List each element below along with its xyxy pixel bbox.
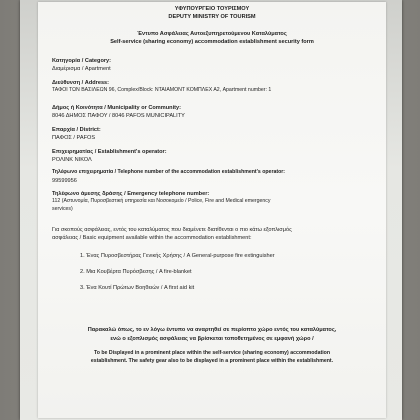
municipality-value: 8046 ΔΗΜΟΣ ΠΑΦΟΥ / 8046 PAFOS MUNICIPALITY [52, 113, 185, 119]
equipment-item-fire-blanket: 2. Μια Κουβέρτα Πυρόσβεσης / A fire-blanket [80, 269, 192, 275]
address-label: Διεύθυνση / Address: [52, 80, 110, 86]
operator-phone-value: 99599956 [52, 178, 77, 184]
ministry-name-greek: ΥΦΥΠΟΥΡΓΕΙΟ ΤΟΥΡΙΣΜΟΥ [174, 6, 250, 12]
footer-english-line-1: To be Displayed in a prominent place within the self-service (sharing economy) accommodation [94, 350, 330, 356]
equipment-intro-line-2: ασφάλειας / Basic equipment available within the accommodation establishment: [52, 235, 252, 241]
address-value: ΤΑΦΟΙ ΤΩΝ ΒΑΣΙΛΕΩΝ 96, Complex/Block: ΝΤΑΙΑΜΟΝΤ ΚΟΜΠΛΕΧ Α2, Apartment number: 1 [52, 87, 272, 93]
footer-greek-line-2: ενώ ο εξοπλισμός ασφάλειας να βρίσκεται τοποθετημένος σε εμφανή χώρο / [110, 336, 314, 342]
operator-phone-label: Τηλέφωνο επιχειρηματία / Telephone number of the accommodation establishment's operator: [52, 169, 285, 175]
emergency-phone-value-continued: services) [52, 206, 73, 212]
category-label: Κατηγορία / Category: [52, 58, 112, 64]
municipality-label: Δήμος ή Κοινότητα / Municipality or Community: [52, 105, 181, 111]
operator-label: Επιχειρηματίας / Establishment's operator: [52, 149, 167, 155]
district-value: ΠΑΦΟΣ / PAFOS [52, 135, 96, 141]
equipment-item-fire-extinguisher: 1. Ένας Πυροσβεστήρας Γενικής Χρήσης / A General-purpose fire extinguisher [80, 253, 275, 259]
form-title-english: Self-service (sharing economy) accommodation establishment security form [110, 39, 314, 45]
ministry-name-english: DEPUTY MINISTRY OF TOURISM [168, 14, 256, 20]
security-form-document [38, 2, 386, 418]
emergency-phone-label: Τηλέφωνο άμεσης δράσης / Emergency telephone number: [52, 191, 210, 197]
district-label: Επαρχία / District: [52, 127, 101, 133]
form-title-greek: Έντυπο Ασφάλειας Αυτοεξυπηρετούμενου Καταλύματος [137, 31, 287, 37]
category-value: Διαμέρισμα / Apartment [52, 66, 111, 72]
footer-english-line-2: establishment. The safety gear also to be displayed in a prominent place within the establishment. [90, 358, 334, 364]
footer-greek-line-1: Παρακαλώ όπως, το εν λόγω έντυπο να αναρτηθεί σε περίοπτο χώρο εντός του καταλύματος, [87, 327, 337, 333]
equipment-intro-line-1: Για σκοπούς ασφάλειας, εντός του καταλύματος που διαμένετε διατίθενται ο πιο κάτω εξοπλισμός [52, 227, 292, 233]
equipment-item-first-aid-kit: 3. Ένα Κουτί Πρώτων Βοηθειών / A first aid kit [80, 285, 195, 291]
operator-value: ΡΟΛΙΝΚ ΝΙΚΟΛ [52, 157, 92, 163]
emergency-phone-value: 112 (Αστυνομία, Πυροσβεστική υπηρεσία και Νοσοκομείο / Police, Fire and Medical emergency [52, 198, 271, 204]
